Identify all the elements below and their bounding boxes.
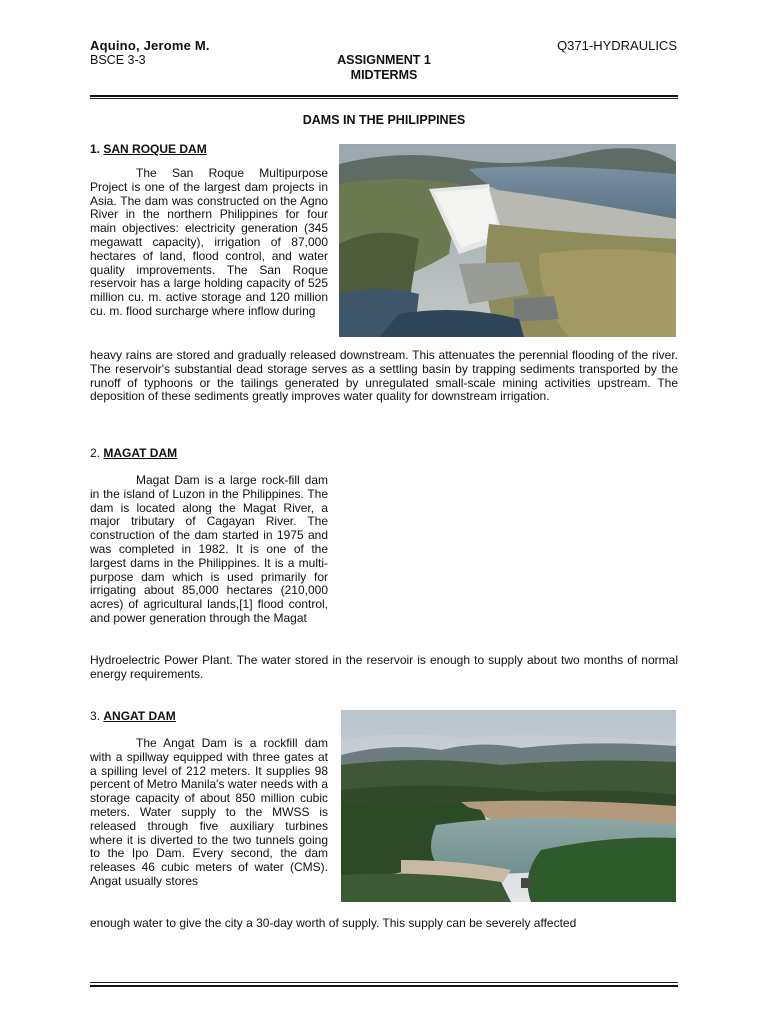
section-heading-san-roque (90, 142, 207, 156)
section-number: 3. (90, 709, 101, 723)
angat-wrapped-text (90, 737, 328, 889)
paragraph-text: The Angat Dam is a rockfill dam with a spillway equipped with three gates at a spilling level of 212 meters. It supplies 98 percent of Metro Manila's water needs with a storage capacity of about 850 million cubic meters. Water supply to the MWSS is released through five auxiliary turbines where it is diverted to the two tunnels going to the Ipo Dam. Every second, the dam releases 46 cubic meters of water (CMS). Angat usually stores (90, 736, 328, 888)
student-name: Aquino, Jerome M. (90, 38, 210, 53)
footer-rule-top (90, 982, 678, 983)
section-number: 1. (90, 142, 101, 156)
magat-full-text: Hydroelectric Power Plant. The water stored in the reservoir is enough to supply about two months of normal energy requirements. (90, 653, 678, 681)
section-number: 2. (90, 446, 101, 460)
section-heading-magat (90, 446, 177, 460)
san-roque-dam-photo (339, 144, 676, 337)
header-rule-bottom (90, 98, 678, 99)
section-name: MAGAT DAM (103, 446, 178, 460)
section-name: ANGAT DAM (103, 709, 176, 723)
san-roque-wrapped-text (90, 167, 328, 319)
assignment-label: ASSIGNMENT 1 (337, 53, 431, 67)
header-rule-top (90, 95, 678, 97)
angat-dam-photo (341, 710, 676, 902)
section-heading-angat (90, 709, 176, 723)
angat-full-text: enough water to give the city a 30-day worth of supply. This supply can be severely affected (90, 916, 577, 930)
paragraph-text: Magat Dam is a large rock-fill dam in the island of Luzon in the Philippines. The dam is located along the Magat River, a major tributary of Cagayan River. The construction of the dam started in 1975 and was completed in 1982. It is one of the largest dams in the Philippines. It is a multi-purpose dam which is used primarily for irrigating about 85,000 hectares (210,000 acres) of agricultural lands,[1] flood control, and power generation through the Magat (90, 473, 328, 625)
document-title: DAMS IN THE PHILIPPINES (302, 113, 466, 127)
magat-wrapped-text (90, 474, 328, 626)
student-section: BSCE 3-3 (90, 53, 146, 67)
assignment-title (284, 53, 484, 83)
paragraph-text: The San Roque Multipurpose Project is one of the largest dam projects in Asia. The dam was constructed on the Agno River in the northern Philippines for four main objectives: electricity generation (345 megawatt capacity), irrigation of 87,000 hectares of land, flood control, and water quality improvements. The San Roque reservoir has a large holding capacity of 525 million cu. m. active storage and 120 million cu. m. flood surcharge where inflow during (90, 166, 328, 318)
footer-rule-bottom (90, 985, 678, 987)
san-roque-full-text: heavy rains are stored and gradually released downstream. This attenuates the perennial flooding of the river. The reservoir's substantial dead storage serves as a settling basin by trapping sediments transported by the runoff of typhoons or the tailings generated by unregulated small-scale mining activities upstream. The deposition of these sediments greatly improves water quality for downstream irrigation. (90, 348, 678, 404)
term-label: MIDTERMS (350, 68, 418, 82)
course-code: Q371-HYDRAULICS (557, 38, 677, 53)
section-name: SAN ROQUE DAM (103, 142, 207, 156)
